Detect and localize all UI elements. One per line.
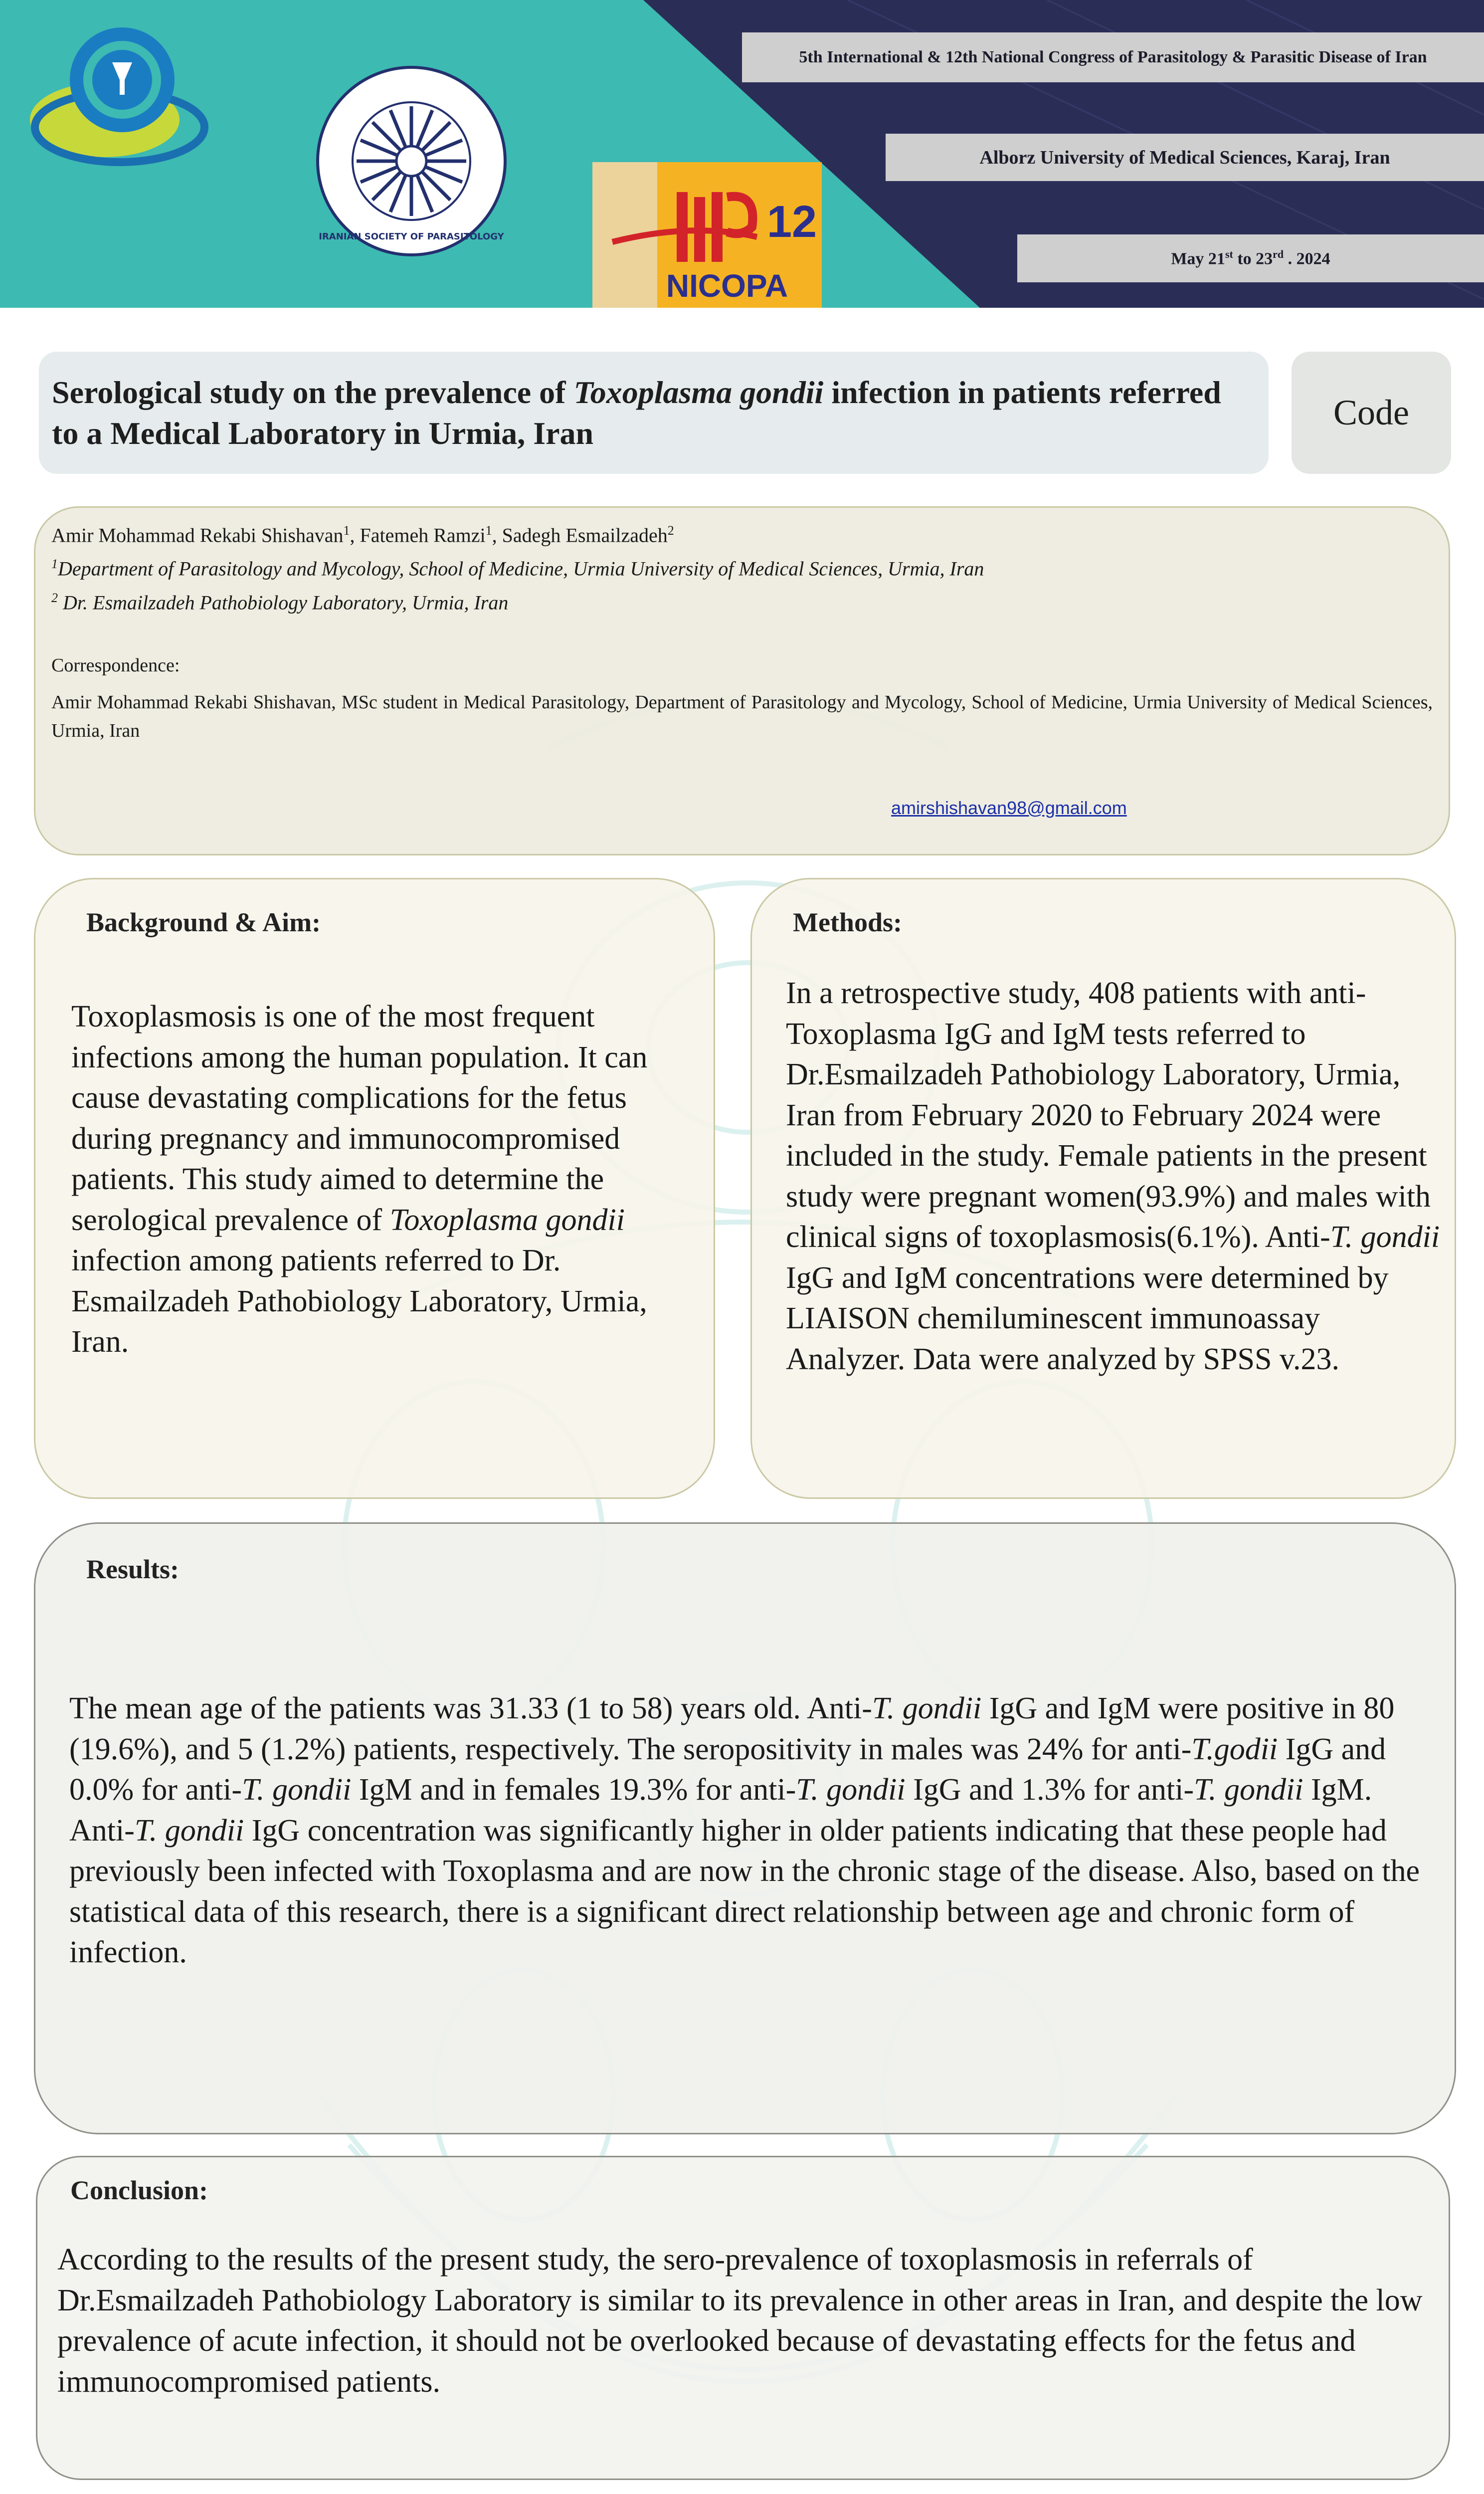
methods-text: In a retrospective study, 408 patients with anti-Toxoplasma IgG and IgM tests referred to Dr.Esmailzadeh Pathobiology Laboratory, Urmia, Iran from February 2020 to February 2024 were included in the study. Female patients in the present study were pregnant women(93.9%) and males with clinical signs of toxoplasmosis(6.1%). Anti-T. gondii IgG and IgM concentrations were determined by LIAISON chemiluminescent immunoassay Analyzer. Data were analyzed by SPSS v.23. [786, 976, 1440, 1376]
code-panel [1292, 352, 1451, 474]
background-section [34, 878, 715, 1499]
host-university: Alborz University of Medical Sciences, Karaj, Iran [979, 147, 1390, 168]
society-logo-icon [314, 64, 509, 258]
methods-heading: Methods: [793, 907, 902, 937]
background-heading: Background & Aim: [86, 907, 321, 937]
congress-name-banner [742, 32, 1484, 82]
correspondence-label: Correspondence: [51, 654, 180, 676]
congress-date: May 21st to 23rd . 2024 [1171, 248, 1330, 268]
affiliation-2: $^2$ Dr. Esmailzadeh Pathobiology Laboratory, Urmia, Iran [51, 590, 509, 614]
author-list: Amir Mohammad Rekabi Shishavan$^1$, Fatemeh Ramzi$^1$, Sadegh Esmailzadeh$^2$ [51, 523, 674, 547]
authors-panel [34, 506, 1450, 855]
methods-section [750, 878, 1456, 1499]
correspondence-text: Amir Mohammad Rekabi Shishavan, MSc student in Medical Parasitology, Department of Parasitology and Mycology, School of Medicine, Urmia University of Medical Sciences, Urmia, Iran [51, 691, 1433, 741]
results-heading: Results: [86, 1554, 179, 1584]
date-banner [1017, 234, 1484, 282]
nicopa-logo-icon [592, 162, 822, 308]
poster-title: Serological study on the prevalence of Toxoplasma gondii infection in patients referred to a Medical Laboratory in Urmia, Iran [52, 374, 1221, 451]
congress-name: 5th International & 12th National Congress of Parasitology & Parasitic Disease of Iran [799, 48, 1427, 66]
conclusion-text: According to the results of the present study, the sero-prevalence of toxoplasmosis in referrals of Dr.Esmailzadeh Pathobiology Laboratory is similar to its prevalence in other areas in Iran, and despite the low prevalence of acute infection, it should not be overlooked because of devastating effects for the fetus and immunocompromised patients. [57, 2243, 1423, 2399]
conclusion-heading: Conclusion: [70, 2175, 208, 2205]
society-logo-text: IRANIAN SOCIETY OF PARASITOLOGY [319, 231, 504, 242]
results-section [34, 1522, 1456, 2134]
results-text: The mean age of the patients was 31.33 (1 to 58) years old. Anti-T. gondii IgG and IgM were positive in 80 (19.6%), and 5 (1.2%) patients, respectively. The seropositivity in males was 24% for anti-T.godii IgG and 0.0% for anti-T. gondii IgM and in females 19.3% for anti-T. gondii IgG and 1.3% for anti-T. gondii IgM. Anti-T. gondii IgG concentration was significantly higher in older patients indicating that these people had previously been infected with Toxoplasma and are now in the chronic stage of the disease. Also, based on the statistical data of this research, there is a significant direct relationship between age and chronic form of infection. [69, 1691, 1420, 1970]
background-text: Toxoplasmosis is one of the most frequent infections among the human population. It can cause devastating complications for the fetus during pregnancy and immunocompromised patients. This study aimed to determine the serological prevalence of Toxoplasma gondii infection among patients referred to Dr. Esmailzadeh Pathobiology Laboratory, Urmia, Iran. [71, 1000, 648, 1359]
host-banner [886, 134, 1484, 181]
congress-logo-icon [20, 15, 229, 180]
nicopa-text: NICOPA [666, 268, 788, 304]
code-label: Code [1333, 393, 1409, 432]
email-link[interactable]: amirshishavan98@gmail.com [891, 798, 1127, 818]
title-panel [39, 352, 1269, 474]
nicopa-number: 12 [766, 197, 817, 247]
conclusion-section [36, 2156, 1450, 2480]
header-banner [0, 0, 1484, 308]
affiliation-1: $^1$Department of Parasitology and Mycology, School of Medicine, Urmia University of Medical Sciences, Urmia, Iran [51, 557, 984, 580]
